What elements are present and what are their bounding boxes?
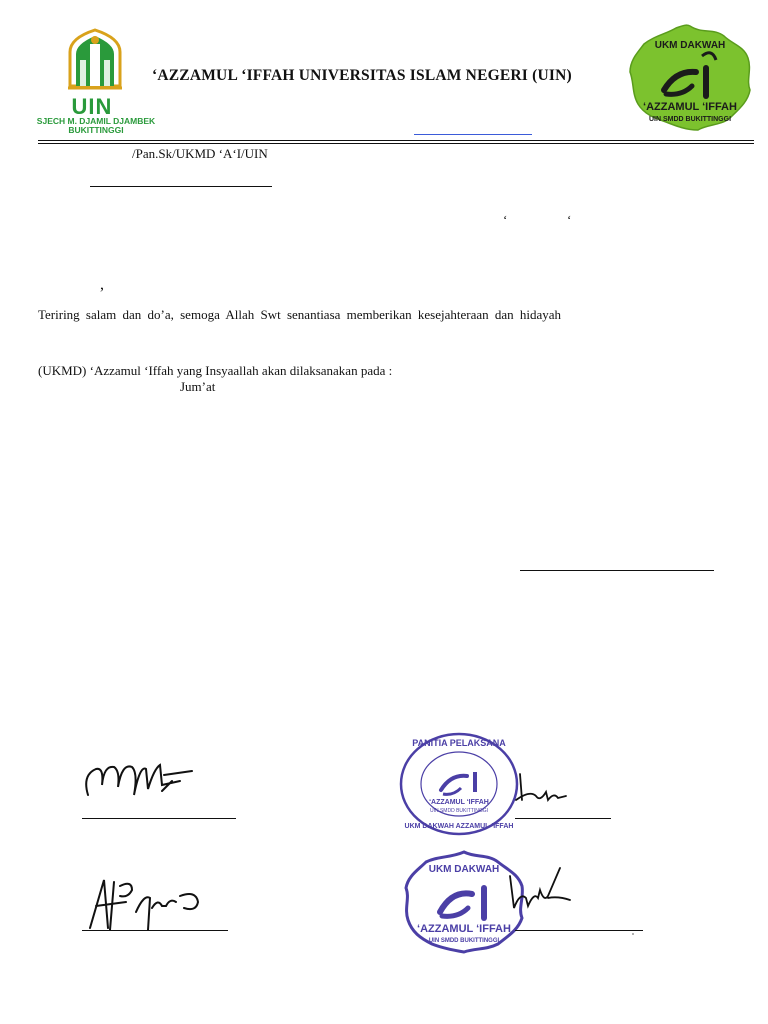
signature-4	[500, 862, 575, 917]
logo-subtext: UIN SMDD BUKITTINGGI	[648, 116, 732, 123]
signature-2	[500, 770, 570, 810]
letter-number: /Pan.Sk/UKMD ‘A‘I/UIN	[132, 146, 268, 161]
header-rule	[38, 143, 754, 144]
signature-line	[515, 930, 643, 931]
stamp-subtext: UIN SMDD BUKITTINGGI	[428, 938, 500, 944]
quote-mark: ‘	[503, 212, 508, 227]
logo-arc-text: UKM DAKWAH	[654, 40, 726, 51]
stamp-arc-bottom: UKM DAKWAH AZZAMUL ‘IFFAH	[404, 823, 514, 830]
date-underline	[520, 570, 714, 571]
greeting-paragraph: Teriring salam dan do’a, semoga Allah Swt senantiasa memberikan kesejahteraan dan hidayah	[38, 307, 562, 322]
header-rule	[38, 140, 754, 141]
uin-subtitle-line2: BUKITTINGGI	[68, 125, 124, 135]
signature-1	[80, 755, 210, 810]
quote-mark: ‘	[567, 212, 572, 227]
signature-line	[82, 818, 236, 819]
signature-line	[82, 930, 228, 931]
comma-mark: ,	[100, 276, 104, 293]
signature-line	[515, 818, 611, 819]
stamp-name: ‘AZZAMUL ‘IFFAH	[417, 923, 511, 935]
uin-subtitle-line1: SJECH M. DJAMIL DJAMBEK	[36, 116, 156, 126]
event-paragraph: (UKMD) ‘Azzamul ‘Iffah yang Insyaallah akan dilaksanakan pada :	[38, 363, 393, 378]
letterhead-title: ‘AZZAMUL ‘IFFAH UNIVERSITAS ISLAM NEGERI (UIN)	[152, 67, 572, 84]
speck	[632, 933, 634, 935]
azzamul-iffah-logo	[626, 24, 754, 132]
stamp-name: ‘AZZAMUL ‘IFFAH	[429, 799, 489, 806]
stamp-arc-text: UKM DAKWAH	[428, 864, 500, 875]
subject-underline	[90, 186, 272, 187]
hyperlink-underline[interactable]	[414, 134, 532, 135]
logo-name: ‘AZZAMUL ‘IFFAH	[643, 101, 737, 113]
event-day: Jum’at	[180, 379, 216, 394]
uin-wordmark: UIN	[71, 94, 113, 119]
stamp-arc-top: PANITIA PELAKSANA	[412, 738, 506, 748]
stamp-subtext: UIN SMDD BUKITTINGGI	[429, 808, 489, 814]
signature-3	[80, 872, 220, 936]
